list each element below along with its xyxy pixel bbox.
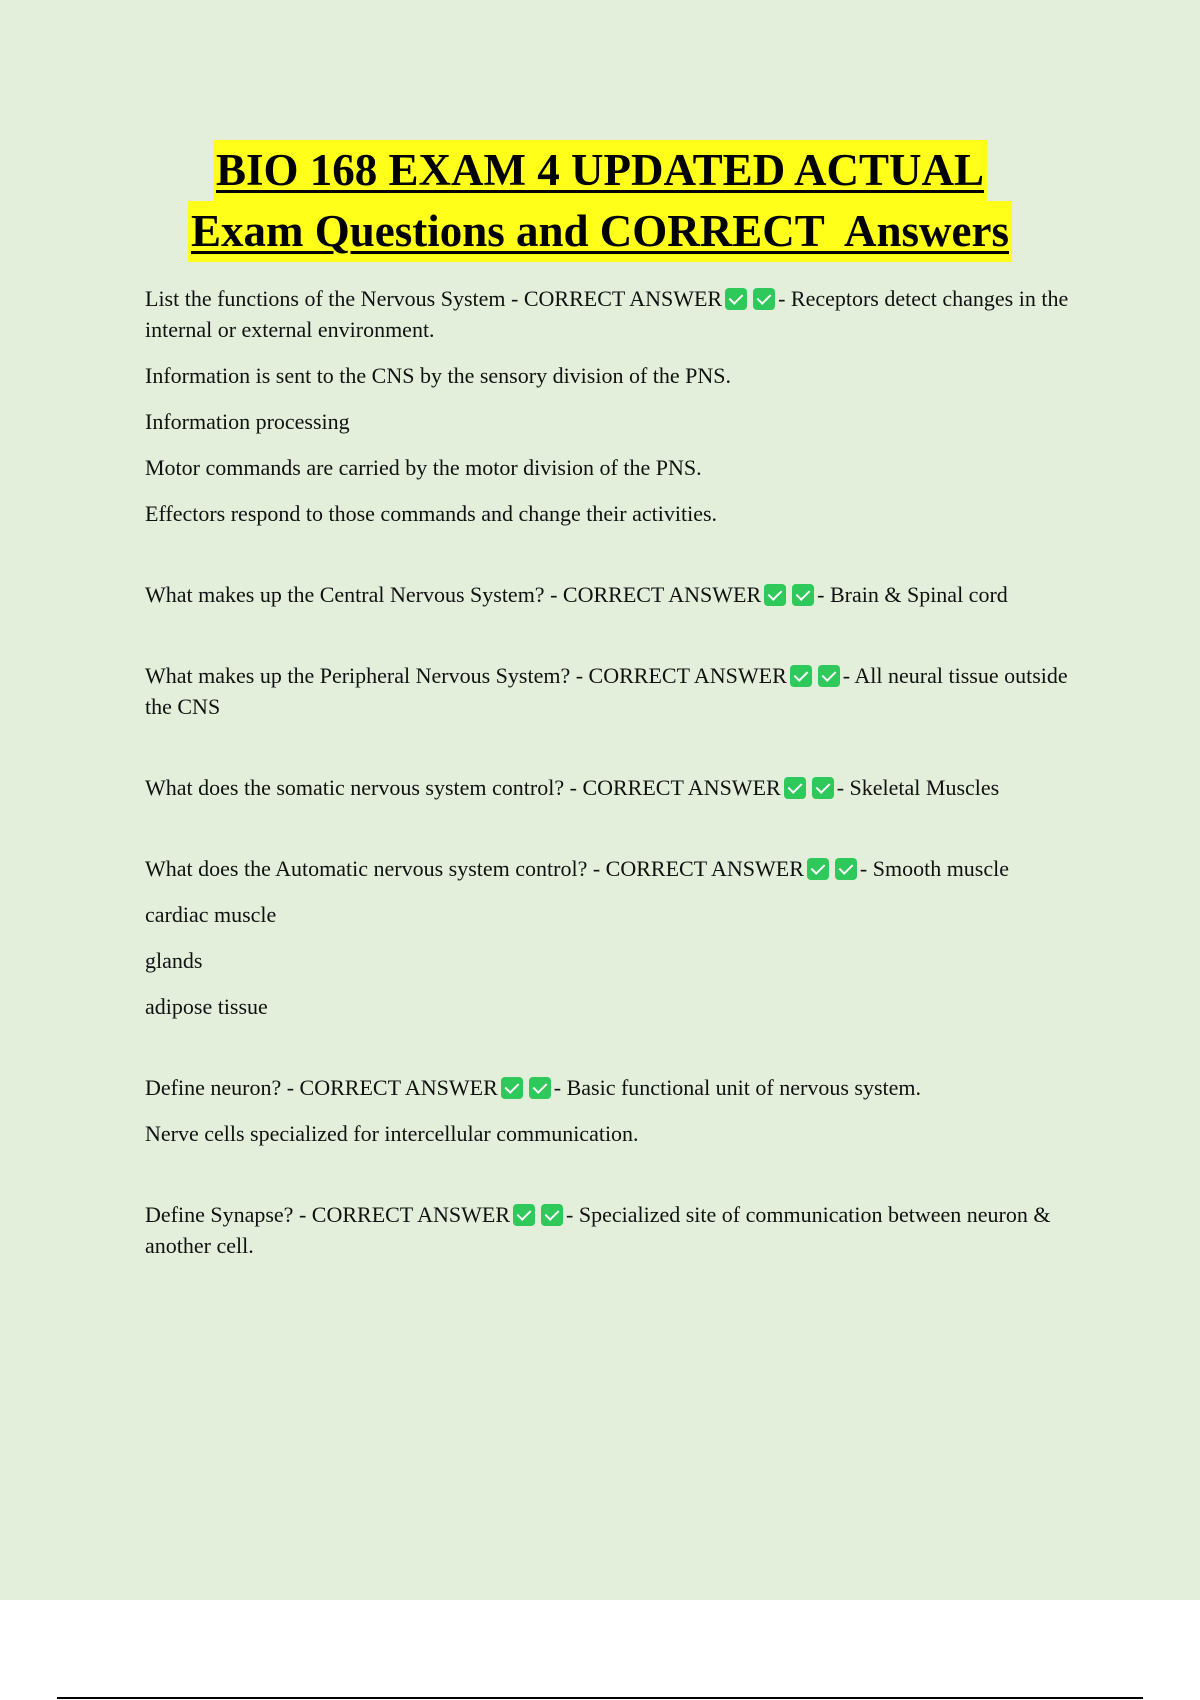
answer-continuation: Effectors respond to those commands and change their activities. bbox=[145, 501, 718, 526]
answer-continuation: Nerve cells specialized for intercellular communication. bbox=[145, 1121, 639, 1146]
answer-text: - All neural tissue outside the CNS bbox=[145, 663, 1068, 719]
check-mark-icon bbox=[764, 584, 786, 606]
question-text: What makes up the Central Nervous System? bbox=[145, 582, 545, 607]
qa-item bbox=[145, 772, 1095, 803]
qa-item bbox=[145, 853, 1095, 1022]
answer-text: - Brain & Spinal cord bbox=[817, 582, 1008, 607]
answer-marker: - CORRECT ANSWER bbox=[592, 856, 804, 881]
answer-continuation: glands bbox=[145, 948, 203, 973]
answer-text: - Specialized site of communication between neuron & another cell. bbox=[145, 1202, 1051, 1258]
question-line bbox=[145, 283, 1095, 345]
answer-marker: - CORRECT ANSWER bbox=[575, 663, 787, 688]
answer-continuation: Information processing bbox=[145, 409, 350, 434]
question-text: What does the somatic nervous system control? bbox=[145, 775, 565, 800]
answer-continuation: cardiac muscle bbox=[145, 902, 277, 927]
check-mark-icon bbox=[807, 858, 829, 880]
question-text: Define Synapse? bbox=[145, 1202, 294, 1227]
check-mark-icon bbox=[501, 1077, 523, 1099]
question-line bbox=[145, 1199, 1095, 1261]
check-mark-icon bbox=[784, 777, 806, 799]
answer-text: - Basic functional unit of nervous system. bbox=[553, 1075, 921, 1100]
check-mark-icon bbox=[818, 665, 840, 687]
qa-item bbox=[145, 283, 1095, 529]
qa-item bbox=[145, 579, 1095, 610]
question-line bbox=[145, 772, 1095, 803]
answer-marker: - CORRECT ANSWER bbox=[511, 286, 723, 311]
question-text: What does the Automatic nervous system control? bbox=[145, 856, 588, 881]
question-text: What makes up the Peripheral Nervous System? bbox=[145, 663, 571, 688]
answer-marker: - CORRECT ANSWER bbox=[569, 775, 781, 800]
check-mark-icon bbox=[541, 1204, 563, 1226]
answer-text: - Skeletal Muscles bbox=[836, 775, 1000, 800]
question-text: List the functions of the Nervous System bbox=[145, 286, 506, 311]
check-mark-icon bbox=[792, 584, 814, 606]
question-answer-list bbox=[145, 283, 1095, 1311]
answer-continuation: Motor commands are carried by the motor division of the PNS. bbox=[145, 455, 702, 480]
answer-marker: - CORRECT ANSWER bbox=[298, 1202, 511, 1227]
check-mark-icon bbox=[790, 665, 812, 687]
check-mark-icon bbox=[812, 777, 834, 799]
document-title bbox=[0, 140, 1200, 262]
question-line bbox=[145, 579, 1095, 610]
question-line bbox=[145, 660, 1095, 722]
qa-item bbox=[145, 1072, 1095, 1149]
question-line bbox=[145, 1072, 1095, 1103]
check-mark-icon bbox=[529, 1077, 551, 1099]
check-mark-icon bbox=[753, 288, 775, 310]
answer-continuation: adipose tissue bbox=[145, 994, 268, 1019]
check-mark-icon bbox=[725, 288, 747, 310]
title-line-2: Exam Questions and CORRECT Answers bbox=[188, 201, 1012, 262]
footer-divider bbox=[57, 1697, 1143, 1699]
answer-text: - Smooth muscle bbox=[859, 856, 1010, 881]
title-line-1: BIO 168 EXAM 4 UPDATED ACTUAL bbox=[213, 140, 987, 201]
answer-continuation: Information is sent to the CNS by the sensory division of the PNS. bbox=[145, 363, 732, 388]
answer-marker: - CORRECT ANSWER bbox=[550, 582, 762, 607]
qa-item bbox=[145, 1199, 1095, 1261]
question-line bbox=[145, 853, 1095, 884]
check-mark-icon bbox=[835, 858, 857, 880]
check-mark-icon bbox=[513, 1204, 535, 1226]
answer-text: - Receptors detect changes in the internal or external environment. bbox=[145, 286, 1069, 342]
question-text: Define neuron? bbox=[145, 1075, 282, 1100]
qa-item bbox=[145, 660, 1095, 722]
answer-marker: - CORRECT ANSWER bbox=[286, 1075, 498, 1100]
